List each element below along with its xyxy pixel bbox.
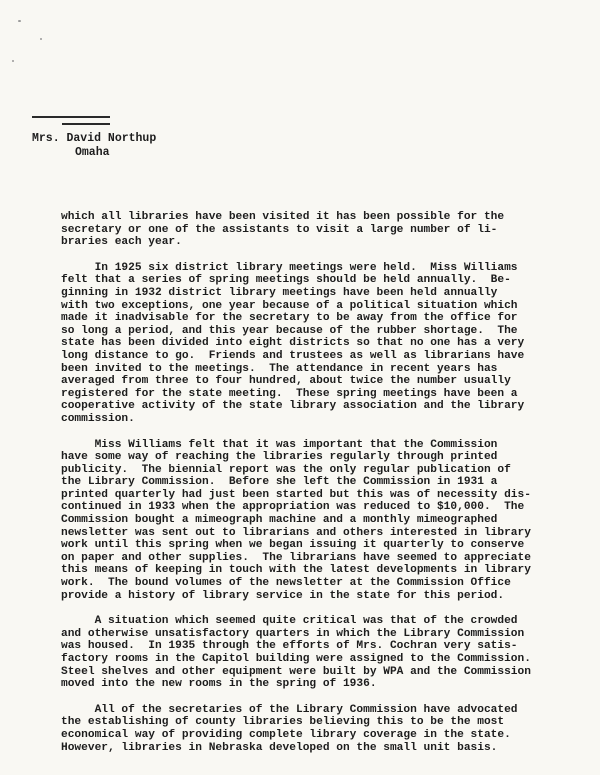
- body-paragraph: Miss Williams felt that it was important that the Commission have some way of reaching the libraries regularly through printed publicity. The biennial report was the only regular publication of the Library Commission. Before she left the Commission in 1931 a printed quarterly had just been started but this was of necessity dis- continued in 1933 when the appropriation was reduced to $10,000. The Commission bought a mimeograph machine and a monthly mimeographed newsletter was sent out to librarians and others interested in library work until this spring when we began issuing it quarterly to conserve on paper and other supplies. The librarians have seemed to appreciate this means of keeping in touch with the latest developments in library work. The bound volumes of the newsletter at the Commission Office provide a history of library service in the state for this period.: [61, 438, 531, 602]
- body-paragraph: which all libraries have been visited it has been possible for the secretary or one of the assistants to visit a large number of li- braries each year.: [61, 211, 505, 249]
- paper-speck: [18, 20, 21, 22]
- paper-speck: [40, 38, 42, 40]
- addressee-name: Mrs. David Northup: [32, 132, 157, 145]
- header-rule-bottom: [62, 123, 110, 125]
- body-paragraph: In 1925 six district library meetings were held. Miss Williams felt that a series of spring meetings should be held annually. Be- ginning in 1932 district library meetings have been held annually with two exceptions, one year because of a political situation which made it inadvisable for the secretary to be away from the office for so long a period, and this year because of the rubber shortage. The state has been divided into eight districts so that no one has a very long distance to go. Friends and trustees as well as librarians have been invited to the meetings. The attendance in recent years has averaged from three to four hundred, about twice the number usually registered for the state meeting. These spring meetings have been a cooperative activity of the state library association and the library commission.: [61, 261, 525, 425]
- letter-body: [61, 211, 561, 767]
- addressee-block: [32, 132, 156, 160]
- header-rule-top: [32, 116, 110, 118]
- body-paragraph: A situation which seemed quite critical was that of the crowded and otherwise unsatisfactory quarters in which the Library Commission was housed. In 1935 through the efforts of Mrs. Cochran very satis- factory rooms in the Capitol building were assigned to the Commission. Steel shelves and other equipment were built by WPA and the Commission moved into the new rooms in the spring of 1936.: [61, 615, 531, 691]
- addressee-city: Omaha: [75, 146, 110, 159]
- paper-speck: [12, 60, 14, 62]
- body-paragraph: All of the secretaries of the Library Commission have advocated the establishing of county libraries believing this to be the most economical way of providing complete library coverage in the state. However, libraries in Nebraska developed on the small unit basis.: [61, 703, 518, 754]
